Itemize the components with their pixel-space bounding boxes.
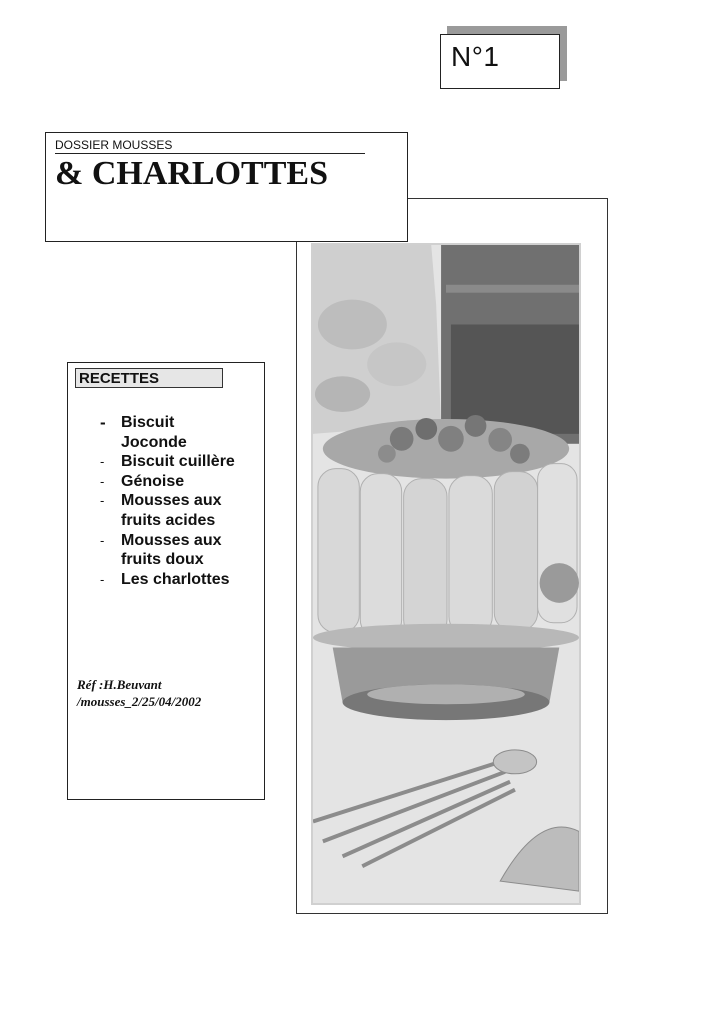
reference-note [77,676,201,710]
recipes-list [68,413,236,589]
recipe-name: Les charlottes [121,570,230,588]
bullet-dash: - [100,454,105,470]
reference-file: /mousses_2/25/04/2002 [77,694,202,709]
list-item [68,413,236,452]
recipe-name: Mousses aux fruits doux [121,531,222,569]
list-item [68,491,236,530]
recipes-box [67,362,265,800]
list-item [68,531,236,570]
photo-frame [296,198,608,914]
title-box [45,132,408,242]
bullet-dash: - [100,532,105,548]
bullet-dash: - [100,571,105,587]
issue-number: N°1 [440,34,560,89]
reference-author: Réf :H.Beuvant [77,677,162,692]
recipe-name: Mousses aux fruits acides [121,492,222,529]
recipe-name: Biscuit cuillère [121,453,235,471]
charlotte-photo-illustration [313,245,579,903]
charlotte-photo [311,243,581,905]
list-item [68,472,236,492]
bullet-dash: - [100,493,105,509]
recipe-name: Génoise [121,472,185,490]
recipes-heading: RECETTES [75,368,223,388]
bullet-dash: - [100,413,106,432]
recipe-name: Biscuit Joconde [121,414,187,451]
dossier-subtitle: DOSSIER MOUSSES [55,138,365,154]
bullet-dash: - [100,473,105,489]
list-item [68,570,236,590]
main-title: & CHARLOTTES [55,155,328,192]
list-item [68,452,236,472]
